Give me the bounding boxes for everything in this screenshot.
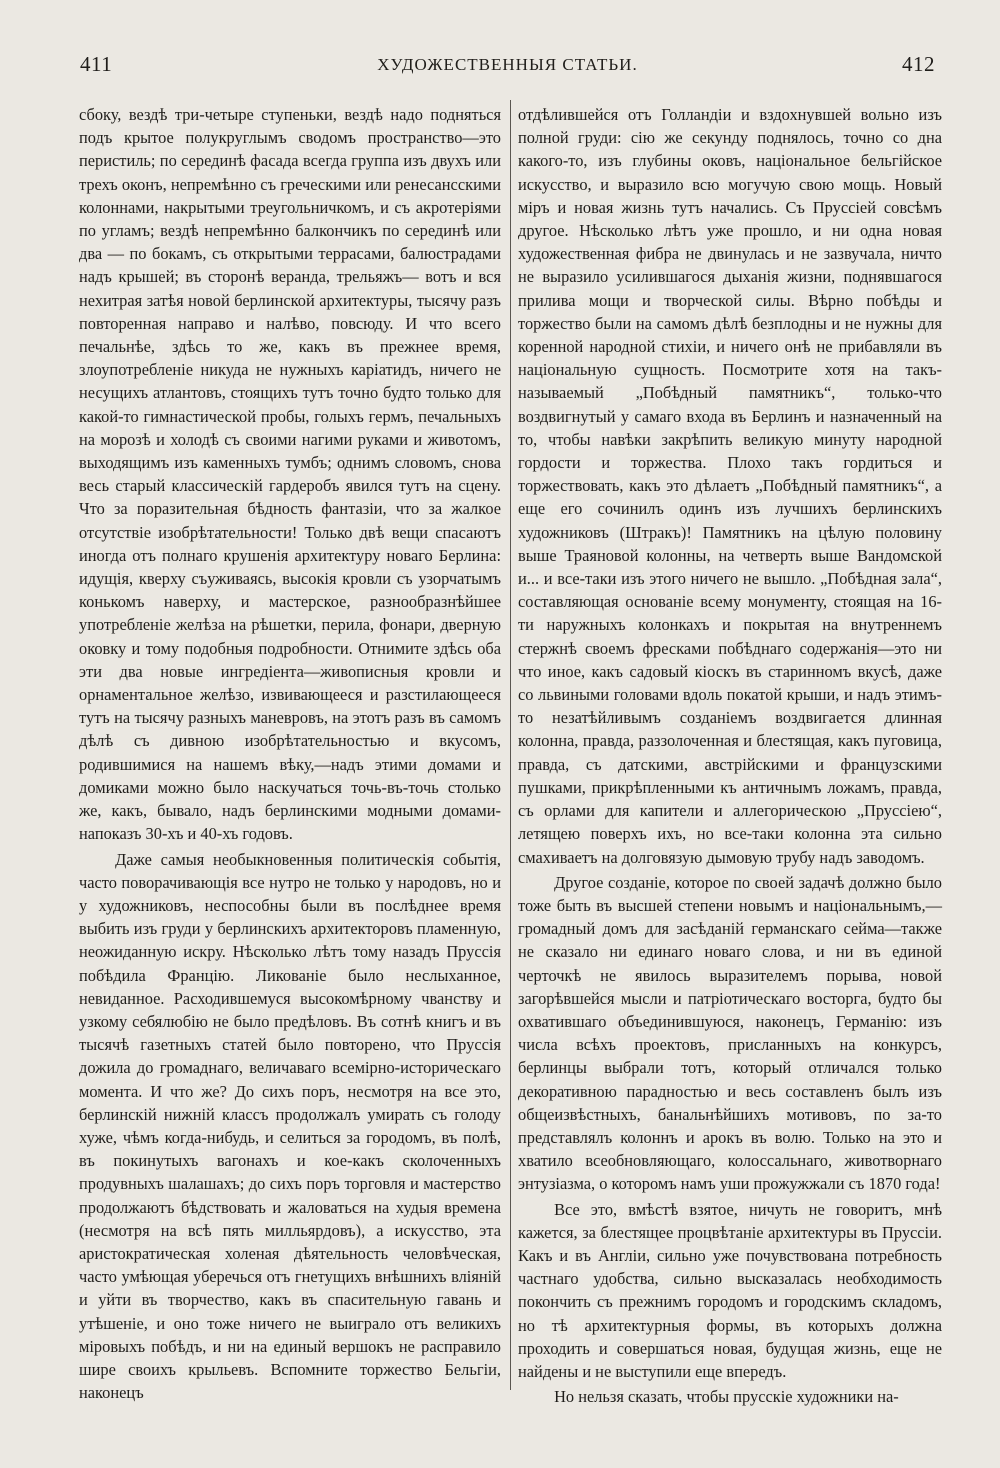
column-divider: [510, 100, 511, 1390]
right-column: [518, 103, 942, 1408]
paragraph: Даже самыя необыкновенныя политическія событія, часто поворачивающія все нутро не только у народовъ, но и у художниковъ, неспособны были въ послѣднее время выбить изъ груди у берлинскихъ архитекторовъ пламенную, неожиданную искру. Нѣсколько лѣтъ тому назадъ Пруссія побѣдила Францію. Ликованіе было неслыханное, невиданное. Расходившемуся высокомѣрному чванству и узкому себялюбію не было предѣловъ. Въ сотнѣ книгъ и въ тысячѣ газетныхъ статей было повторено, что Пруссія дожила до громаднаго, величаваго всемірно-историческаго момента. И что же? До сихъ поръ, несмотря на все это, берлинскій нижній классъ продолжалъ умирать съ голоду хуже, чѣмъ когда-нибудь, и селиться за городомъ, въ полѣ, въ покинутыхъ вагонахъ и кое-какъ сколоченныхъ продувныхъ шалашахъ; до сихъ поръ торговля и мастерство продолжаютъ бѣдствовать и жаловаться на худыя времена (несмотря на всѣ пять милльярдовъ), а искусство, эта аристократическая холеная дѣятельность человѣческая, часто умѣющая уберечься отъ гнетущихъ внѣшнихъ вліяній и уйти въ творчество, какъ въ спасительную гавань и утѣшеніе, и оно тоже ничего не выиграло отъ великихъ міровыхъ побѣдъ, и ни на единый вершокъ не расправило шире своихъ крыльевъ. Вспомните торжество Бельгіи, наконецъ: [79, 849, 501, 1403]
left-column: [79, 103, 501, 1404]
paragraph: отдѣлившейся отъ Голландіи и вздохнувшей вольно изъ полной груди: сію же секунду поднялось, точно со дна какого-то, изъ глубины оковъ, національное бельгійское искусство, и выразило всю могучую свою мощь. Новый міръ и новая жизнь тутъ начались. Съ Пруссіей совсѣмъ другое. Нѣсколько лѣтъ уже прошло, и ни одна новая художественная фибра не двинулась и не зазвучала, ничто не выразило усилившагося дыханія жизни, поднявшагося прилива мощи и творческой силы. Вѣрно побѣды и торжество были на самомъ дѣлѣ безплодны и не нужны для коренной народной стихіи, и ничего онѣ не прибавляли въ національную сущность. Посмотрите хотя на такъ-называемый „Побѣдный памятникъ“, только-что воздвигнутый у самаго входа въ Берлинъ и назначенный на то, чтобы навѣки закрѣпить великую минуту народной гордости и торжества. Плохо такъ гордиться и торжествовать, какъ это дѣлаетъ „Побѣдный памятникъ“, а еще его сочинилъ одинъ изъ лучшихъ берлинскихъ художниковъ (Штракъ)! Памятникъ на цѣлую половину выше Траяновой колонны, на четверть выше Вандомской и... и все-таки изъ этого ничего не вышло. „Побѣдная зала“, составляющая основаніе всему монументу, стоящая на 16-ти наружныхъ колонкахъ и покрытая на внутреннемъ стержнѣ своемъ фресками побѣднаго содержанія—это ни что иное, какъ садовый кіоскъ въ старинномъ вкусѣ, даже со львиными головами вдоль покатой крыши, и надъ этимъ-то незатѣйливымъ созданіемъ воздвигается длинная колонна, правда, раззолоченная и блестящая, какъ пуговица, правда, съ датскими, австрійскими и французскими пушками, прикрѣпленными къ античнымъ ложамъ, правда, съ орлами для капители и аллегорическою „Пруссіею“, летящею поверхъ ихъ, но все-таки колонна эта сильно смахиваетъ на долговязую дымовую трубу надъ заводомъ.: [518, 105, 942, 867]
paragraph: Все это, вмѣстѣ взятое, ничуть не говоритъ, мнѣ кажется, за блестящее процвѣтаніе архитектуры въ Пруссіи. Какъ и въ Англіи, сильно уже почувствована потребность частнаго удобства, сильно высказалась необходимость покончить съ прежнимъ городомъ и городскимъ складомъ, но тѣ архитектурныя формы, въ которыхъ должна проходить и совершаться новая, будущая жизнь, еще не найдены и не выступили еще впередъ.: [518, 1199, 942, 1381]
paragraph: Другое созданіе, которое по своей задачѣ должно было тоже быть въ высшей степени новымъ и національнымъ,—громадный домъ для засѣданій германскаго сейма—также не сказало ни единаго новаго слова, и ни въ единой черточкѣ не явилось выразителемъ порыва, новой загорѣвшейся мысли и патріотическаго восторга, будто бы охватившаго объединившуюся, наконецъ, Германію: изъ числа всѣхъ проектовъ, присланныхъ на конкурсъ, берлинцы выбрали тотъ, который отличался только декоративною парадностью и весь составленъ былъ изъ общеизвѣстныхъ, банальнѣйшихъ мотивовъ, по за-то представлялъ колоннъ и арокъ въ волю. Только на это и хватило всеобновляющаго, колоссальнаго, животворнаго энтузіазма, о которомъ намъ уши прожужжали съ 1870 года!: [518, 872, 942, 1194]
left-page-number: 411: [80, 52, 113, 76]
running-title: ХУДОЖЕСТВЕННЫЯ СТАТЬИ.: [377, 55, 638, 74]
running-header: [80, 52, 935, 82]
right-page-number: 412: [902, 52, 935, 76]
paragraph: Но нельзя сказать, чтобы прусскіе художники на-: [554, 1387, 899, 1407]
paragraph: сбоку, вездѣ три-четыре ступеньки, вездѣ надо подняться подъ крытое полукруглымъ сводомъ пространство—это перистиль; по серединѣ фасада всегда группа изъ двухъ или трехъ оконъ, непремѣнно съ греческими или ренесансскими колоннами, накрытыми треугольничкомъ, и съ акротеріями по угламъ; вездѣ непремѣнно балкончикъ по серединѣ или два — по бокамъ, съ открытыми террасами, балюстрадами надъ крышей; въ сторонѣ веранда, трельяжъ— вотъ и вся нехитрая затѣя новой берлинской архитектуры, тысячу разъ повторенная направо и налѣво, повсюду. И что всего печальнѣе, здѣсь то же, какъ въ прежнее время, злоупотребленіе никуда не нужныхъ каріатидъ, ничего не несущихъ атлантовъ, стоящихъ тутъ точно будто только для какой-то гимнастической пробы, голыхъ гермъ, печальныхъ на морозѣ и холодѣ съ своими нагими руками и животомъ, выходящимъ изъ каменныхъ тумбъ; однимъ словомъ, снова весь старый классическій гардеробъ явился тутъ на сцену. Что за поразительная бѣдность фантазіи, что за жалкое отсутствіе изобрѣтательности! Только двѣ вещи спасаютъ иногда отъ полнаго крушенія архитектуру новаго Берлина: идущія, кверху съуживаясь, высокія кровли съ узорчатымъ конькомъ наверху, и мастерское, разнообразнѣйшее употребленіе желѣза на рѣшетки, перила, фонари, дверную оковку и тому подобныя подробности. Отнимите здѣсь оба эти два новые ингредіента—живописныя кровли и орнаментальное желѣзо, извивающееся и разстилающееся тутъ на тысячу разныхъ маневровъ, на этотъ разъ въ самомъ дѣлѣ съ дивною изобрѣтательностью и вкусомъ, родившимися на нашемъ вѣку,—надъ этими домами и домиками можно было наскучаться точь-въ-точь столько же, какъ, бывало, надъ берлинскими модными домами-напоказъ 30-хъ и 40-хъ годовъ.: [79, 105, 501, 844]
